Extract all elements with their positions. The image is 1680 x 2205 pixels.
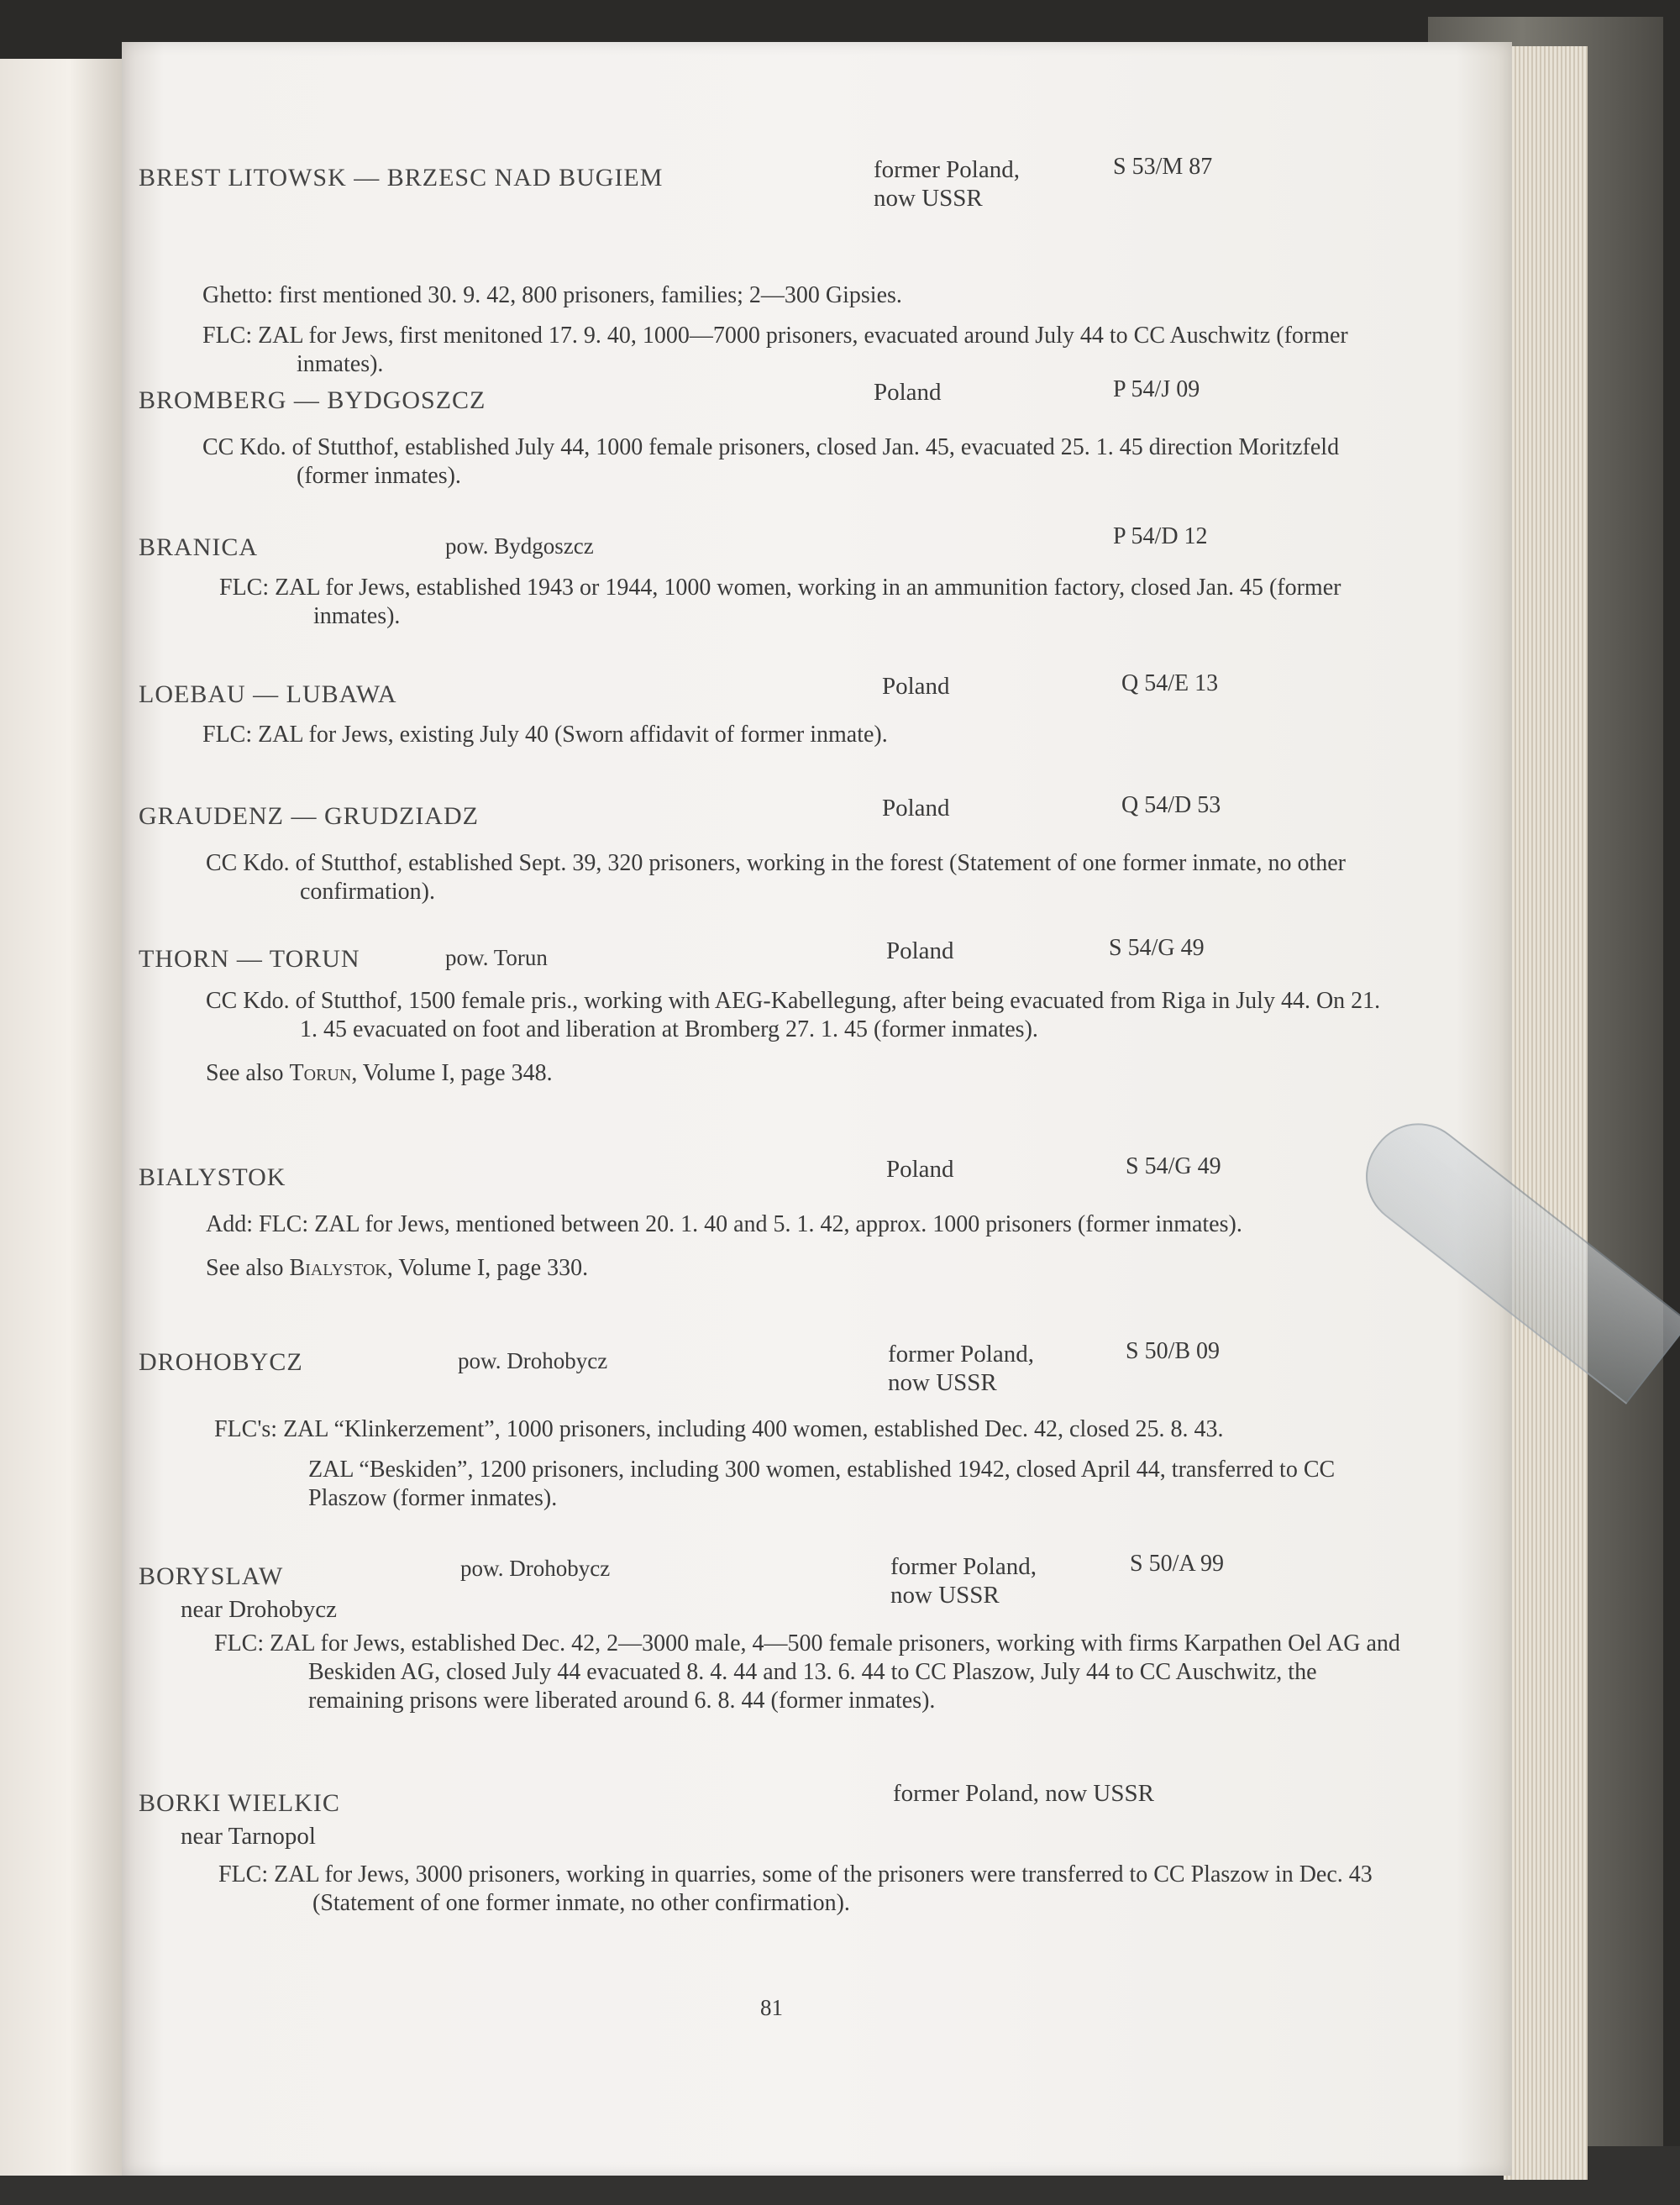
entry-body (214, 1630, 1407, 1727)
place-name: BREST LITOWSK — BRZESC NAD BUGIEM (139, 164, 664, 192)
see-also (206, 1254, 1399, 1283)
paragraph: Add: FLC: ZAL for Jews, mentioned between 20. 1. 40 and 5. 1. 42, approx. 1000 prisoners (former inmates). (206, 1211, 1242, 1237)
paragraph: Ghetto: first mentioned 30. 9. 42, 800 prisoners, families; 2—300 Gipsies. (202, 282, 902, 308)
place-subtitle: near Drohobycz (181, 1596, 337, 1623)
entry-body (202, 433, 1395, 502)
page-fore-edge (1504, 46, 1588, 2180)
place-name: BORYSLAW (139, 1562, 284, 1590)
district: pow. Drohobycz (460, 1556, 611, 1581)
map-code: Q 54/D 53 (1121, 792, 1221, 818)
book-page (122, 42, 1512, 2176)
map-code: P 54/D 12 (1113, 523, 1208, 549)
place-name: DROHOBYCZ (139, 1348, 303, 1376)
page-number: 81 (760, 1995, 783, 2020)
country: former Poland, now USSR (893, 1780, 1154, 1807)
entry-body (206, 987, 1399, 1100)
paragraph: CC Kdo. of Stutthof, established Sept. 39, 320 prisoners, working in the forest (Statement of one former inmate, no other confirmation). (206, 850, 1346, 905)
paragraph: FLC: ZAL for Jews, first menitoned 17. 9. 40, 1000—7000 prisoners, evacuated around July 44 to CC Auschwitz (former inmates). (202, 323, 1348, 377)
country: Poland (882, 795, 950, 822)
map-code: S 50/B 09 (1126, 1338, 1221, 1364)
see-also-volume: , Volume I, page 348. (351, 1060, 553, 1086)
entry-body (218, 1861, 1411, 1929)
country: former Poland, now USSR (874, 156, 1020, 212)
country: Poland (886, 937, 954, 964)
entry-body (206, 849, 1399, 918)
entry-body (202, 281, 1395, 391)
place-name: GRAUDENZ — GRUDZIADZ (139, 802, 479, 830)
see-also (206, 1059, 1399, 1088)
paragraph: FLC: ZAL for Jews, 3000 prisoners, working in quarries, some of the prisoners were transferred to CC Plaszow in Dec. 43 (Statement of one former inmate, no other confirmation). (218, 1861, 1373, 1916)
country: former Poland, now USSR (890, 1553, 1037, 1609)
place-subtitle: near Tarnopol (181, 1823, 316, 1850)
paragraph: CC Kdo. of Stutthof, 1500 female pris., working with AEG-Kabellegung, after being evacuated from Riga in July 44. On 21. 1. 45 evacuated on foot and liberation at Bromberg 27. 1. 45 (former inmates). (206, 988, 1381, 1042)
map-code: S 54/G 49 (1126, 1153, 1221, 1179)
entry-body (214, 1415, 1407, 1525)
paragraph: FLC: ZAL for Jews, existing July 40 (Sworn affidavit of former inmate). (202, 722, 888, 748)
see-also-text: See also (206, 1060, 290, 1086)
map-code: S 54/G 49 (1109, 935, 1205, 961)
place-name: THORN — TORUN (139, 945, 360, 973)
paragraph: ZAL “Beskiden”, 1200 prisoners, including 300 women, established 1942, closed April 44, transferred to CC Plaszow (former inmates). (308, 1457, 1336, 1511)
entry-body (202, 721, 1395, 761)
paragraph: FLC: ZAL for Jews, established 1943 or 1944, 1000 women, working in an ammunition factory, closed Jan. 45 (former inmates). (219, 575, 1341, 629)
place-name: BRANICA (139, 533, 259, 561)
district: pow. Drohobycz (458, 1348, 608, 1373)
paragraph: FLC: ZAL for Jews, established Dec. 42, 2—3000 male, 4—500 female prisoners, working with firms Karpathen Oel AG and Beskiden AG, closed July 44 evacuated 8. 4. 44 and 13. 6. 44 to CC Plaszow, July 44 to CC Auschwitz, the remaining prisons were liberated around 6. 8. 44 (former inmates). (214, 1630, 1400, 1714)
place-name: BIALYSTOK (139, 1163, 286, 1191)
district: pow. Torun (445, 945, 548, 970)
place-name: BORKI WIELKIC (139, 1789, 340, 1817)
country: Poland (886, 1156, 954, 1183)
map-code: Q 54/E 13 (1121, 670, 1219, 696)
paragraph: FLC's: ZAL “Klinkerzement”, 1000 prisoners, including 400 women, established Dec. 42, closed 25. 8. 43. (214, 1416, 1224, 1442)
map-code: S 53/M 87 (1113, 154, 1213, 180)
country: former Poland, now USSR (888, 1341, 1034, 1396)
place-name: LOEBAU — LUBAWA (139, 680, 397, 708)
map-code: S 50/A 99 (1130, 1551, 1225, 1577)
country: Poland (882, 673, 950, 700)
district: pow. Bydgoszcz (445, 533, 594, 559)
see-also-reference: Torun (289, 1060, 352, 1086)
see-also-volume: , Volume I, page 330. (386, 1255, 589, 1281)
map-code: P 54/J 09 (1113, 376, 1200, 402)
see-also-reference: Bialystok (289, 1255, 387, 1281)
country: Poland (874, 379, 942, 406)
place-name: BROMBERG — BYDGOSZCZ (139, 386, 486, 414)
entry-body (219, 574, 1412, 643)
see-also-text: See also (206, 1255, 290, 1281)
left-page (0, 59, 126, 2176)
paragraph: CC Kdo. of Stutthof, established July 44, 1000 female prisoners, closed Jan. 45, evacuated 25. 1. 45 direction Moritzfeld (former inmates). (202, 434, 1340, 489)
entry-body (206, 1210, 1399, 1294)
